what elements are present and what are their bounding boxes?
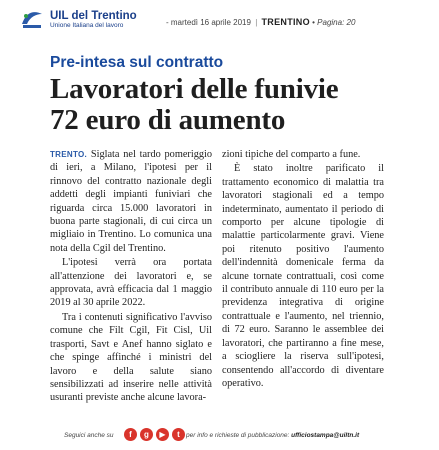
twitter-icon[interactable]: t [172, 428, 185, 441]
page-label: Pagina: [317, 18, 345, 27]
article-column-1 [50, 148, 212, 406]
headline-line: Lavoratori delle funivie [50, 73, 339, 105]
clipping-meta: - martedì 16 aprile 2019 | TRENTINO • Pagina: 20 [166, 17, 356, 27]
info-label: per info e richieste di pubblicazione: [186, 432, 290, 439]
contact-email[interactable]: ufficiostampa@uiltn.it [291, 432, 360, 439]
article-headline [50, 74, 338, 136]
footer-info [186, 432, 359, 439]
headline-line: 72 euro di aumento [50, 104, 286, 136]
newspaper-name: TRENTINO [261, 17, 310, 27]
page-header [0, 0, 439, 48]
paragraph-text: Siglata nel tardo pomeriggio di ieri, a Milano, l'ipotesi per il rinnovo del contratto nazionale degli addetti degli impianti funiviari che riguarda circa 15.000 lavoratori in buona parte stagionali, di cui circa un migliaio in Trentino. Lo comunica una nota della Cgil del Trentino. [50, 149, 212, 254]
follow-label: Seguici anche su [64, 432, 114, 439]
google-plus-icon[interactable]: g [140, 428, 153, 441]
article-paragraph: Tra i contenuti significativo l'avviso comune che Filt Cgil, Fit Cisl, Uil trasporti, Savt e Anef hanno siglato e che spinge affinché i ministri del lavoro e della salute siano sensibilizzati ad inserire nelle attività usuranti previste anche alcune lavora- [50, 311, 212, 404]
org-subtitle: Unione Italiana del lavoro [50, 22, 124, 29]
article-column-2 [222, 148, 384, 391]
page-number: 20 [346, 18, 356, 27]
article-paragraph [50, 148, 212, 255]
article-paragraph: È stato inoltre parificato il trattamento economico di malattia tra lavoratori stagionali ed a tempo indeterminato, aumentato il periodo di comporto per alcune tipologie di malattie particolarmente gravi. Viene poi ritenuto positivo l'aumento dell'indennità domenicale ferma da alcune tornate contrattuali, così come il contributo annuale di 110 euro per la previdenza integrativa di origine contrattuale e l'aumento, nel triennio, di 72 euro. Saranno le assemblee dei lavoratori, che partiranno a fine mese, a sciogliere la riserva sull'ipotesi, consentendo all'accordo di diventare operativo. [222, 163, 384, 389]
facebook-icon[interactable]: f [124, 428, 137, 441]
youtube-icon[interactable]: ▶ [156, 428, 169, 441]
org-name: UIL del Trentino [50, 10, 137, 22]
article-paragraph: zioni tipiche del comparto a fune. [222, 149, 361, 160]
page-footer [0, 424, 439, 446]
article-paragraph: L'ipotesi verrà ora portata all'attenzione dei lavoratori e, se approvata, avrà efficacia dal 1 maggio 2019 al 30 aprile 2022. [50, 257, 212, 309]
uil-logo-icon [20, 10, 44, 30]
dateline: TRENTO. [50, 150, 88, 159]
clipping-date: martedì 16 aprile 2019 [170, 18, 251, 27]
article-kicker: Pre-intesa sul contratto [50, 54, 224, 71]
